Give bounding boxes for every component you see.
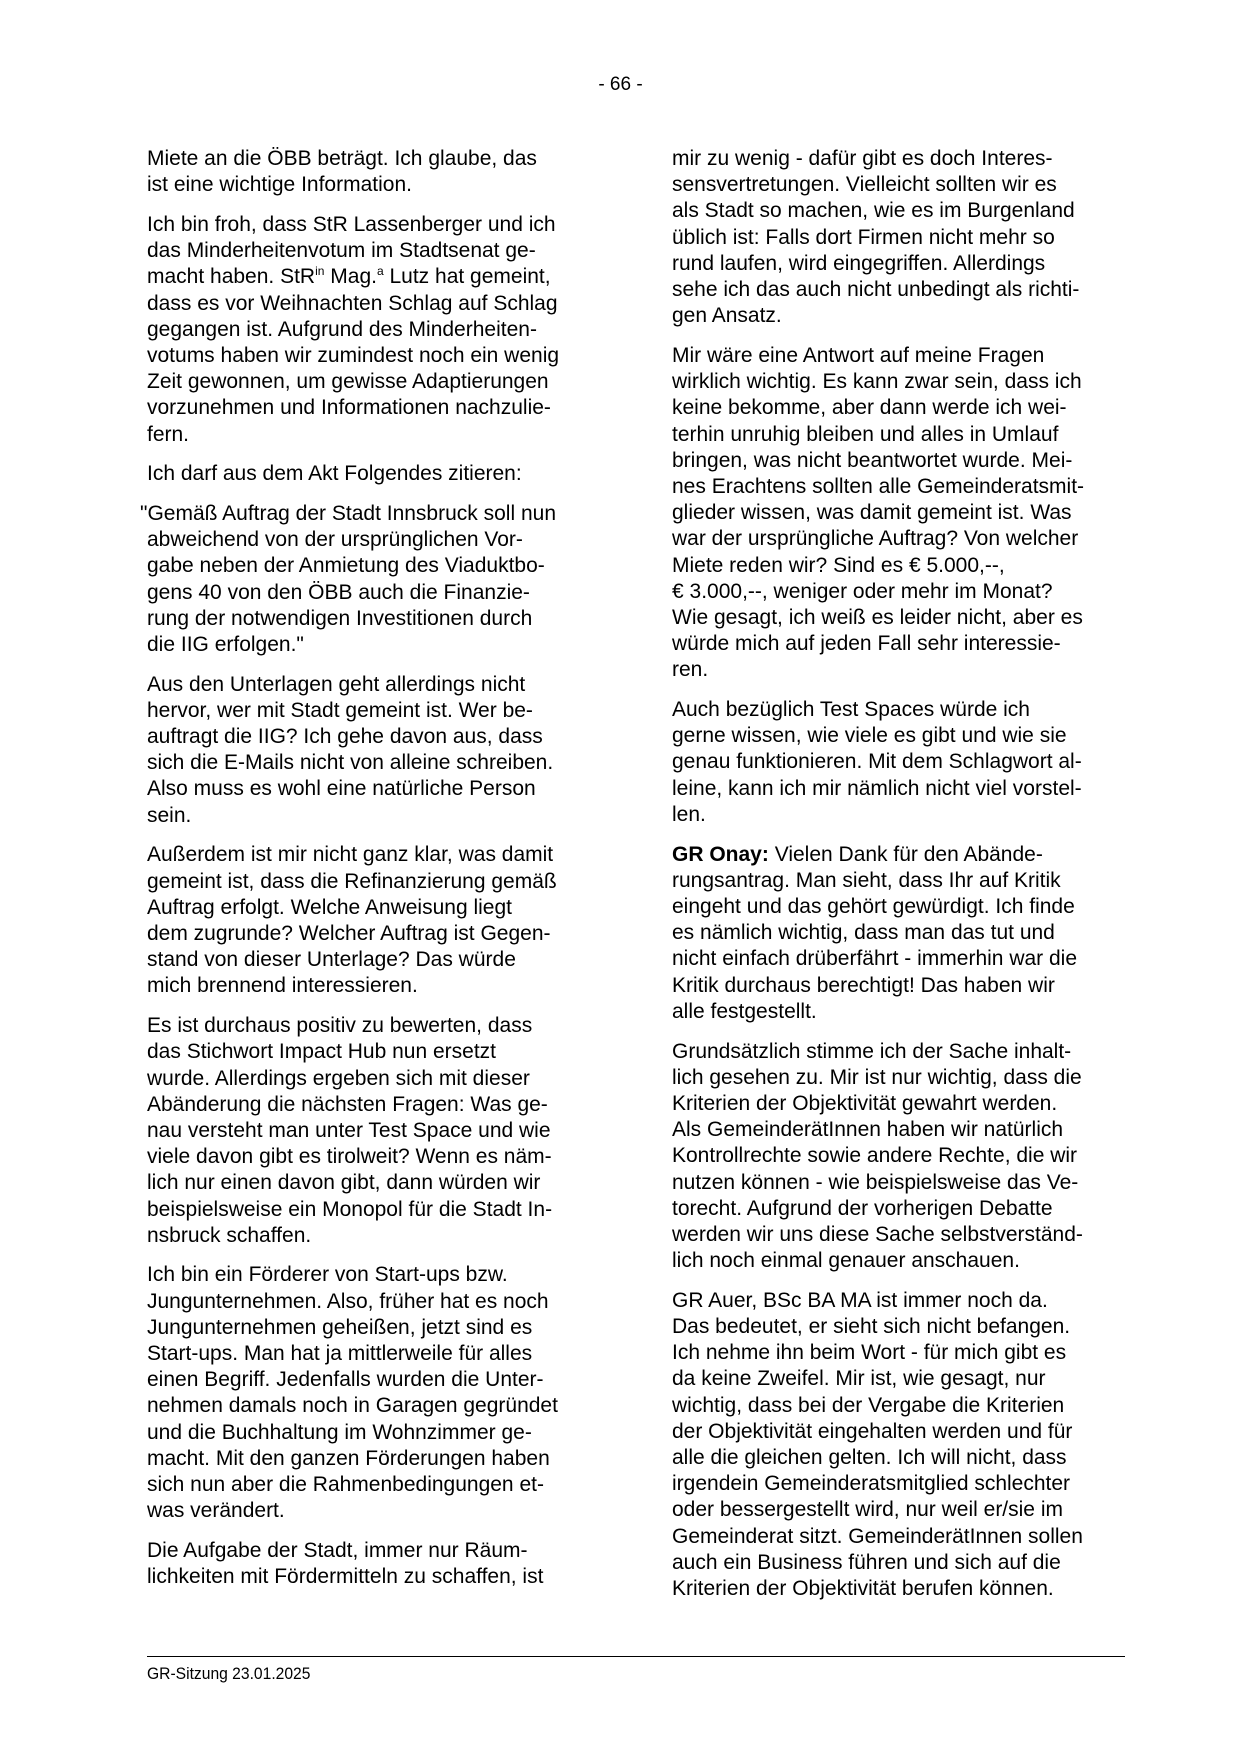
paragraph [672, 1288, 1132, 1602]
text-line: rund laufen, wird eingegriffen. Allerdings [672, 251, 1046, 275]
text-line: stand von dieser Unterlage? Das würde [147, 948, 516, 972]
text-line: auch ein Business führen und sich auf die [672, 1550, 1061, 1574]
footer-session-date: GR-Sitzung 23.01.2025 [147, 1664, 311, 1683]
paragraph [147, 146, 607, 198]
text-line: Auftrag erfolgt. Welche Anweisung liegt [147, 895, 512, 919]
text-line: votums haben wir zumindest noch ein wenig [147, 343, 560, 367]
text-line: üblich ist: Falls dort Firmen nicht mehr so [672, 225, 1055, 249]
text-line: würde mich auf jeden Fall sehr interessie- [672, 632, 1061, 656]
text-line: sich nun aber die Rahmenbedingungen et- [147, 1473, 544, 1497]
quoted-paragraph [140, 501, 607, 658]
text-line: Kritik durchaus berechtigt! Das haben wir [672, 973, 1055, 997]
speaker-paragraph [672, 842, 1132, 1025]
text-line: gemeint ist, dass die Refinanzierung gemäß [147, 869, 557, 893]
text-line: und die Buchhaltung im Wohnzimmer ge- [147, 1420, 532, 1444]
text-line: sich die E-Mails nicht von alleine schreiben. [147, 751, 554, 775]
text-line: nes Erachtens sollten alle Gemeinderatsmit- [672, 474, 1085, 498]
text-line: was verändert. [147, 1499, 285, 1523]
text-line: dem zugrunde? Welcher Auftrag ist Gegen- [147, 921, 551, 945]
text-line: viele davon gibt es tirolweit? Wenn es näm- [147, 1145, 552, 1169]
text-line: Jungunternehmen geheißen, jetzt sind es [147, 1315, 533, 1339]
text-line: lich gesehen zu. Mir ist nur wichtig, dass die [672, 1065, 1082, 1089]
text-line: mich brennend interessieren. [147, 974, 418, 998]
paragraph [672, 1039, 1132, 1275]
text-line: wurde. Allerdings ergeben sich mit dieser [147, 1066, 530, 1090]
paragraph [672, 343, 1132, 684]
text-line: Mir wäre eine Antwort auf meine Fragen [672, 343, 1045, 367]
text-line: war der ursprüngliche Auftrag? Von welcher [672, 527, 1079, 551]
text-line: nehmen damals noch in Garagen gegründet [147, 1394, 558, 1418]
text-line: Kriterien der Objektivität gewahrt werden. [672, 1091, 1058, 1115]
text-line: nau versteht man unter Test Space und wie [147, 1118, 551, 1142]
paragraph [147, 672, 607, 829]
text-line: len. [672, 802, 706, 826]
text-line: keine bekomme, aber dann werde ich wei- [672, 396, 1067, 420]
paragraph [147, 212, 607, 448]
text-line: Grundsätzlich stimme ich der Sache inhalt- [672, 1039, 1072, 1063]
text-line: sensvertretungen. Vielleicht sollten wir es [672, 173, 1057, 197]
text-line: lich nur einen davon gibt, dann würden wir [147, 1171, 541, 1195]
text-line: es nämlich wichtig, dass man das tut und [672, 921, 1055, 945]
text-line: Ich nehme ihn beim Wort - für mich gibt es [672, 1341, 1067, 1365]
text-line: dass es vor Weihnachten Schlag auf Schlag [147, 291, 558, 315]
text-line: Gemeinderat sitzt. GemeinderätInnen sollen [672, 1524, 1083, 1548]
text-line: lich noch einmal genauer anschauen. [672, 1249, 1020, 1273]
text-line: auftragt die IIG? Ich gehe davon aus, dass [147, 725, 543, 749]
text-line: Ich bin ein Förderer von Start-ups bzw. [147, 1263, 508, 1287]
text-line: Ich darf aus dem Akt Folgendes zitieren: [147, 462, 522, 486]
text-line: alle die gleichen gelten. Ich will nicht, dass [672, 1446, 1067, 1470]
paragraph [147, 1262, 607, 1524]
right-column [672, 146, 1132, 1616]
text-line: nsbruck schaffen. [147, 1223, 312, 1247]
text-line: leine, kann ich mir nämlich nicht viel vorstel- [672, 776, 1082, 800]
text-line: torecht. Aufgrund der vorherigen Debatte [672, 1196, 1053, 1220]
text-line: bringen, was nicht beantwortet wurde. Mei- [672, 448, 1073, 472]
text-line: sehe ich das auch nicht unbedingt als richti- [672, 278, 1080, 302]
text-line: werden wir uns diese Sache selbstverständ- [672, 1222, 1083, 1246]
text-line: € 3.000,--, weniger oder mehr im Monat? [672, 579, 1053, 603]
text-line: Außerdem ist mir nicht ganz klar, was damit [147, 843, 554, 867]
text-line: wichtig, dass bei der Vergabe die Kriterien [672, 1393, 1065, 1417]
text-line: eingeht und das gehört gewürdigt. Ich finde [672, 894, 1075, 918]
text-line: da keine Zweifel. Mir ist, wie gesagt, nur [672, 1367, 1046, 1391]
text-line: ist eine wichtige Information. [147, 173, 412, 197]
paragraph [672, 146, 1132, 329]
text-line: die IIG erfolgen." [147, 632, 304, 656]
page-number: - 66 - [598, 74, 643, 95]
speaker-name: GR Onay: [672, 842, 769, 866]
text-line: macht haben. StR$^{in}$ Mag.$^a$ Lutz hat gemeint, [147, 264, 551, 289]
paragraph [147, 1013, 607, 1249]
text-line: glieder wissen, was damit gemeint ist. Was [672, 501, 1072, 525]
text-line: der Objektivität eingehalten werden und für [672, 1419, 1073, 1443]
footer-divider [147, 1656, 1125, 1657]
text-line: Jungunternehmen. Also, früher hat es noch [147, 1289, 549, 1313]
text-line: Das bedeutet, er sieht sich nicht befangen. [672, 1315, 1071, 1339]
text-line: beispielsweise ein Monopol für die Stadt In- [147, 1197, 553, 1221]
text-line: mir zu wenig - dafür gibt es doch Interes- [672, 147, 1053, 170]
text-line: genau funktionieren. Mit dem Schlagwort al- [672, 750, 1082, 774]
text-line: Als GemeinderätInnen haben wir natürlich [672, 1118, 1064, 1142]
text-line: Miete reden wir? Sind es € 5.000,--, [672, 553, 1005, 577]
text-line: gen Ansatz. [672, 304, 782, 328]
text-line: alle festgestellt. [672, 999, 817, 1023]
text-line: als Stadt so machen, wie es im Burgenland [672, 199, 1075, 223]
left-column [140, 146, 607, 1604]
text-line: gabe neben der Anmietung des Viaduktbo- [147, 554, 545, 578]
text-line: Kriterien der Objektivität berufen können. [672, 1577, 1054, 1601]
text-line: Start-ups. Man hat ja mittlerweile für alles [147, 1342, 533, 1366]
text-line [672, 842, 1132, 868]
text-line: sein. [147, 803, 192, 827]
text-line: fern. [147, 422, 190, 446]
text-line: irgendein Gemeinderatsmitglied schlechter [672, 1472, 1071, 1496]
text-line: terhin unruhig bleiben und alles in Umlauf [672, 422, 1059, 446]
text-line: Abänderung die nächsten Fragen: Was ge- [147, 1092, 548, 1116]
text-line: lichkeiten mit Fördermitteln zu schaffen, ist [147, 1565, 544, 1589]
text-line: macht. Mit den ganzen Förderungen haben [147, 1446, 550, 1470]
text-line: GR Auer, BSc BA MA ist immer noch da. [672, 1288, 1048, 1312]
text-line: Aus den Unterlagen geht allerdings nicht [147, 672, 526, 696]
speaker-text: Vielen Dank für den Abände- [768, 842, 1043, 866]
text-line: Also muss es wohl eine natürliche Person [147, 777, 536, 801]
text-line: rungsantrag. Man sieht, dass Ihr auf Kritik [672, 868, 1061, 892]
text-line: Miete an die ÖBB beträgt. Ich glaube, das [147, 147, 537, 170]
text-line: nutzen können - wie beispielsweise das Ve- [672, 1170, 1079, 1194]
text-line: Kontrollrechte sowie andere Rechte, die wir [672, 1144, 1078, 1168]
text-line: Auch bezüglich Test Spaces würde ich [672, 698, 1030, 722]
paragraph [147, 461, 607, 487]
text-line: ren. [672, 658, 709, 682]
text-line: oder bessergestellt wird, nur weil er/sie im [672, 1498, 1063, 1522]
text-line: abweichend von der ursprünglichen Vor- [147, 528, 523, 552]
text-line: hervor, wer mit Stadt gemeint ist. Wer be- [147, 698, 533, 722]
text-line: Ich bin froh, dass StR Lassenberger und ich [147, 212, 556, 236]
paragraph [672, 697, 1132, 828]
text-line: wirklich wichtig. Es kann zwar sein, dass ich [672, 370, 1082, 394]
paragraph [147, 842, 607, 999]
text-line: das Minderheitenvotum im Stadtsenat ge- [147, 239, 536, 263]
paragraph [147, 1538, 607, 1590]
text-line: Die Aufgabe der Stadt, immer nur Räum- [147, 1538, 528, 1562]
text-line: "Gemäß Auftrag der Stadt Innsbruck soll nun [140, 501, 557, 525]
text-line: einen Begriff. Jedenfalls wurden die Unter- [147, 1368, 544, 1392]
text-line: Es ist durchaus positiv zu bewerten, dass [147, 1014, 533, 1038]
text-line: gerne wissen, wie viele es gibt und wie sie [672, 724, 1067, 748]
text-line: Zeit gewonnen, um gewisse Adaptierungen [147, 370, 549, 394]
text-line: das Stichwort Impact Hub nun ersetzt [147, 1040, 496, 1064]
text-line: rung der notwendigen Investitionen durch [147, 606, 533, 630]
text-line: nicht einfach drüberfährt - immerhin war die [672, 947, 1078, 971]
text-line: gegangen ist. Aufgrund des Minderheiten- [147, 317, 537, 341]
text-line: vorzunehmen und Informationen nachzulie- [147, 396, 551, 420]
text-line: Wie gesagt, ich weiß es leider nicht, aber es [672, 605, 1083, 629]
text-line: gens 40 von den ÖBB auch die Finanzie- [147, 580, 530, 604]
